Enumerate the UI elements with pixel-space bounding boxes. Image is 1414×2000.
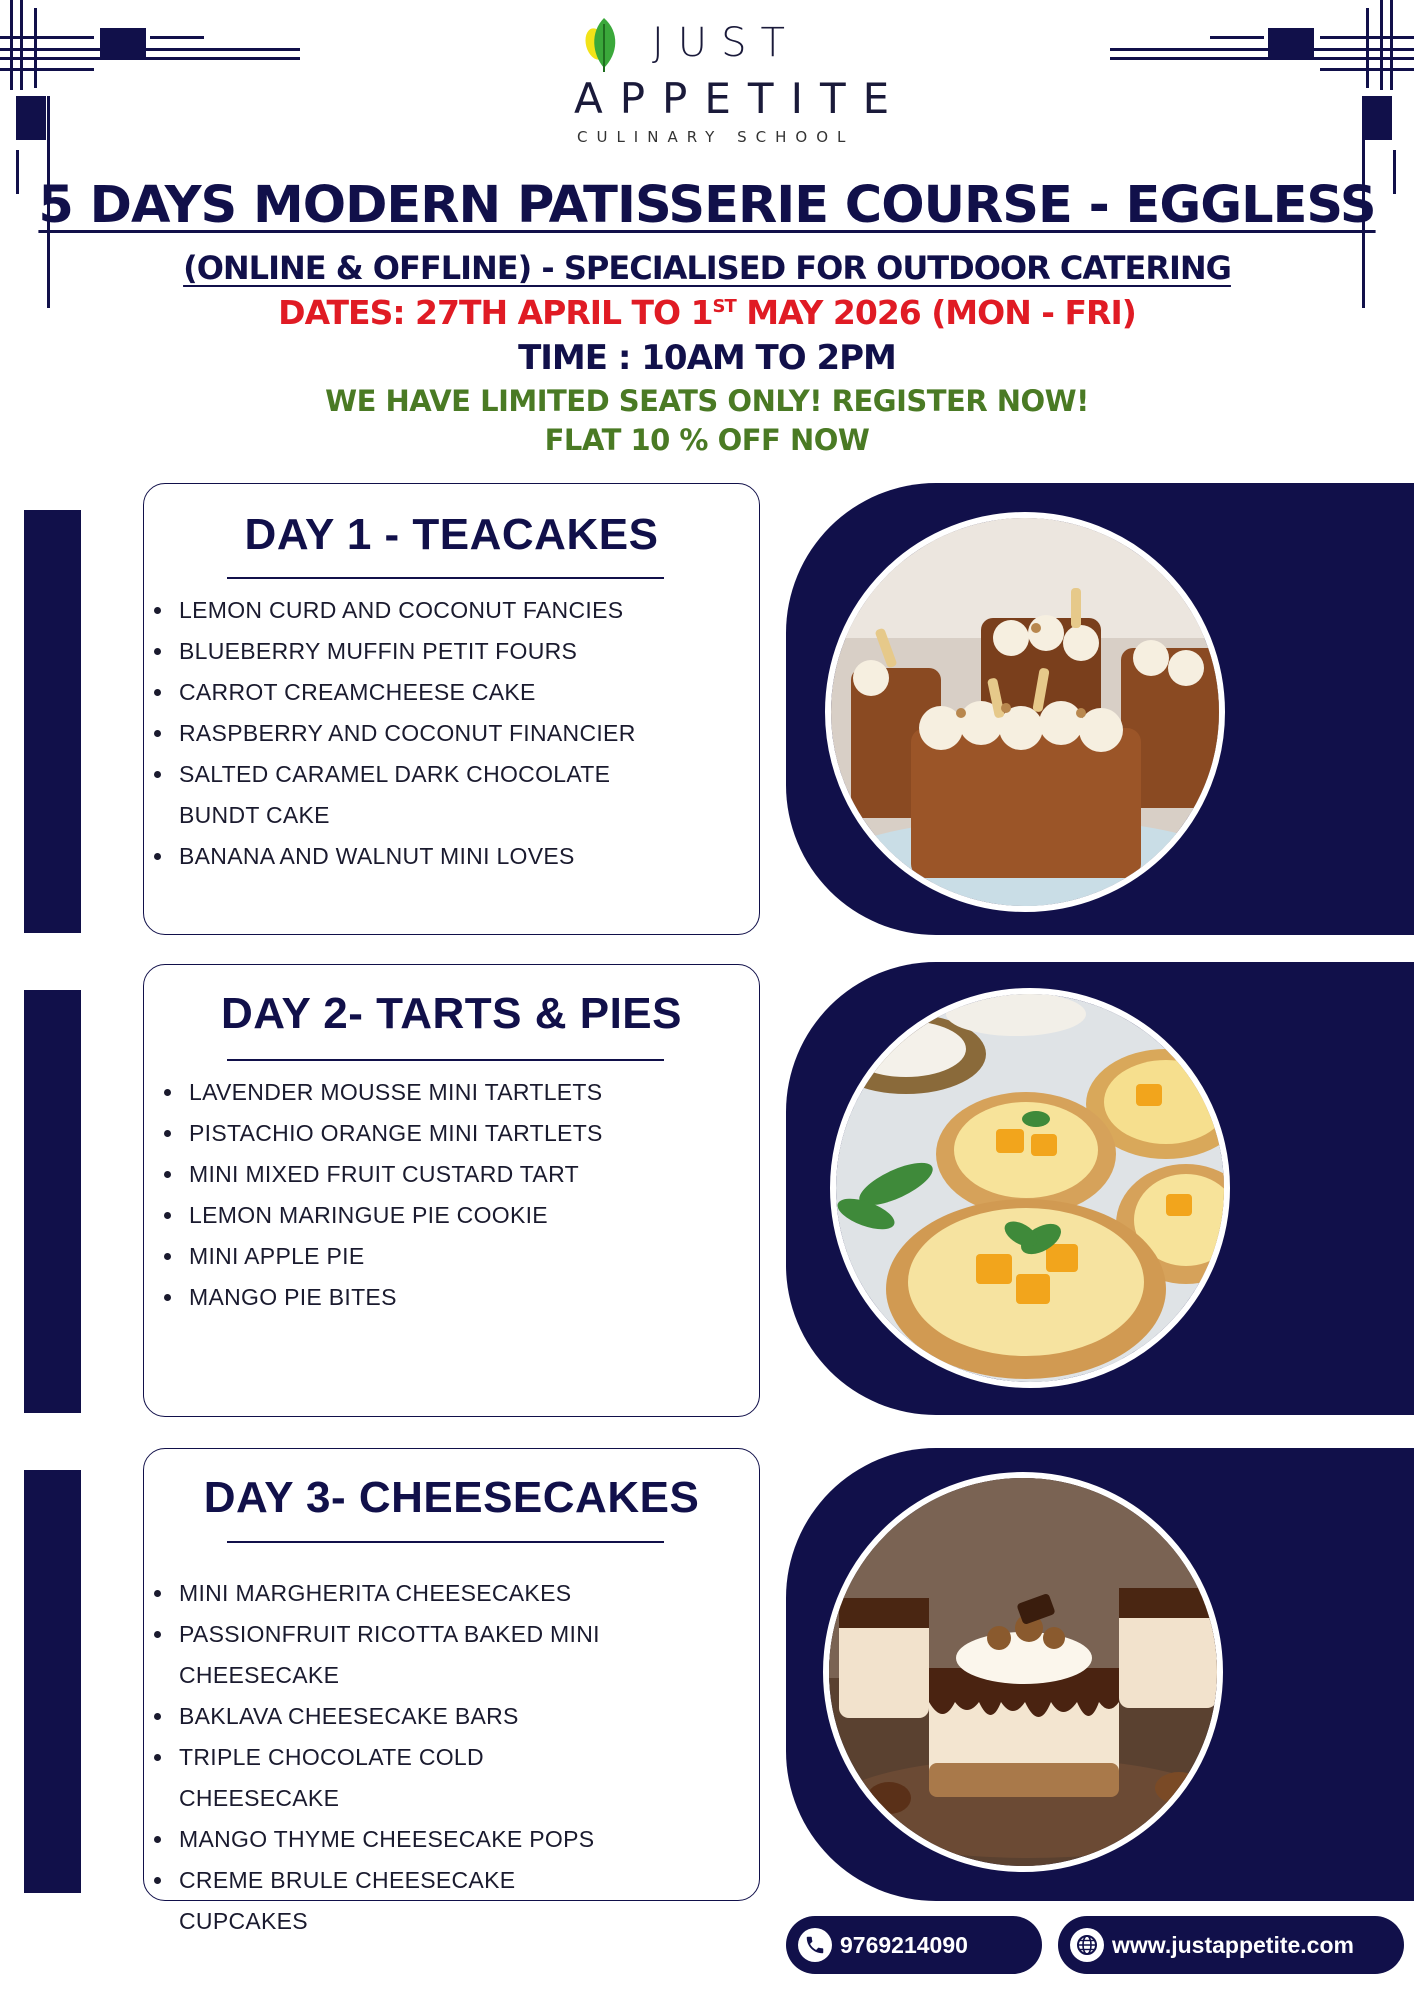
logo-tagline: CULINARY SCHOOL <box>577 128 855 146</box>
list-item: • MANGO PIE BITES <box>185 1277 655 1318</box>
list-item: • BAKLAVA CHEESECAKE BARS <box>175 1696 645 1737</box>
teacakes-photo <box>825 512 1225 912</box>
logo <box>560 12 907 152</box>
dates-prefix: DATES: 27TH APRIL TO 1 <box>278 293 713 332</box>
course-dates <box>0 293 1414 332</box>
website-link[interactable]: www.justappetite.com <box>1112 1931 1354 1958</box>
list-item: • PISTACHIO ORANGE MINI TARTLETS <box>185 1113 655 1154</box>
day3-side-bar <box>24 1470 81 1893</box>
list-item: • BLUEBERRY MUFFIN PETIT FOURS <box>175 631 645 672</box>
list-item: • LAVENDER MOUSSE MINI TARTLETS <box>185 1072 655 1113</box>
list-item: • CARROT CREAMCHEESE CAKE <box>175 672 645 713</box>
list-item: • SALTED CARAMEL DARK CHOCOLATE BUNDT CAKE <box>175 754 645 836</box>
list-item: • BANANA AND WALNUT MINI LOVES <box>175 836 645 877</box>
list-item: • PASSIONFRUIT RICOTTA BAKED MINI CHEESECAKE <box>175 1614 645 1696</box>
dates-ordinal-suffix: ST <box>712 296 736 317</box>
phone-number[interactable]: 9769214090 <box>840 1931 968 1958</box>
list-item: • MINI APPLE PIE <box>185 1236 655 1277</box>
leaf-logo-icon <box>580 14 624 74</box>
day3-title: DAY 3- CHEESECAKES <box>203 1473 700 1522</box>
day1-title: DAY 1 - TEACAKES <box>244 510 659 559</box>
day2-side-bar <box>24 990 81 1413</box>
mango-tarts-photo <box>830 988 1230 1388</box>
course-time: TIME : 10AM TO 2PM <box>518 338 896 378</box>
logo-wordmark-appetite: APPETITE <box>574 74 907 123</box>
page-subtitle: (ONLINE & OFFLINE) - SPECIALISED FOR OUTDOOR CATERING <box>183 249 1231 287</box>
dates-suffix: MAY 2026 (MON - FRI) <box>735 293 1136 332</box>
phone-icon <box>798 1928 832 1962</box>
day1-side-bar <box>24 510 81 933</box>
day2-menu-list <box>154 1072 655 1318</box>
limited-seats-notice: WE HAVE LIMITED SEATS ONLY! REGISTER NOW! <box>325 384 1089 418</box>
list-item: • CREME BRULE CHEESECAKE CUPCAKES <box>175 1860 645 1942</box>
list-item: • LEMON MARINGUE PIE COOKIE <box>185 1195 655 1236</box>
list-item: • MINI MARGHERITA CHEESECAKES <box>175 1573 645 1614</box>
day1-card <box>143 483 760 935</box>
globe-icon <box>1070 1928 1104 1962</box>
list-item: • TRIPLE CHOCOLATE COLD CHEESECAKE <box>175 1737 645 1819</box>
list-item: • RASPBERRY AND COCONUT FINANCIER <box>175 713 645 754</box>
discount-offer: FLAT 10 % OFF NOW <box>544 423 870 457</box>
day2-title-rule <box>227 1059 664 1061</box>
website-pill[interactable] <box>1058 1916 1404 1974</box>
cheesecake-photo <box>823 1472 1223 1872</box>
day2-title: DAY 2- TARTS & PIES <box>220 989 682 1038</box>
list-item: • LEMON CURD AND COCONUT FANCIES <box>175 590 645 631</box>
day1-menu-list <box>144 590 645 877</box>
day3-card <box>143 1448 760 1934</box>
list-item: • MINI MIXED FRUIT CUSTARD TART <box>185 1154 655 1195</box>
phone-pill[interactable] <box>786 1916 1042 1974</box>
list-item: • MANGO THYME CHEESECAKE POPS <box>175 1819 645 1860</box>
day3-menu-list <box>144 1573 645 1942</box>
day1-title-rule <box>227 577 664 579</box>
page-title: 5 DAYS MODERN PATISSERIE COURSE - EGGLESS <box>38 176 1376 235</box>
logo-wordmark-just: JUST <box>652 20 799 66</box>
day3-title-rule <box>227 1541 664 1543</box>
day2-card <box>143 964 760 1417</box>
